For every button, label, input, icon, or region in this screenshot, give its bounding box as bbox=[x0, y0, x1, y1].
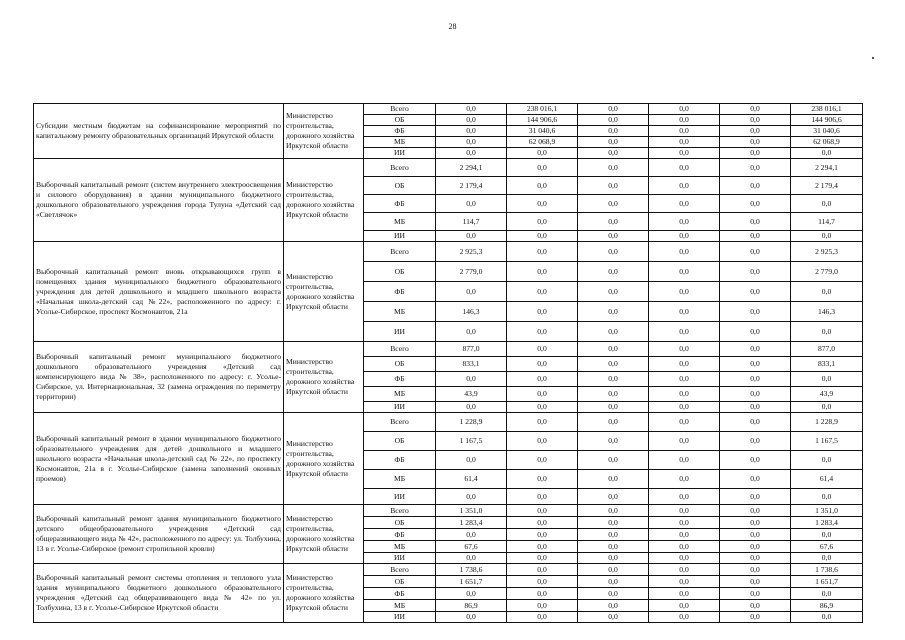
funding-source: ОБ bbox=[364, 357, 436, 372]
value-cell: 1 738,6 bbox=[436, 564, 507, 576]
table-row bbox=[34, 505, 863, 517]
value-cell: 0,0 bbox=[578, 231, 649, 242]
value-cell: 0,0 bbox=[649, 302, 720, 322]
total-value-cell: 1 351,0 bbox=[791, 505, 863, 517]
value-cell: 0,0 bbox=[720, 342, 791, 357]
value-cell: 0,0 bbox=[507, 148, 578, 159]
funding-source: МБ bbox=[364, 387, 436, 402]
funding-source: Всего bbox=[364, 564, 436, 576]
funding-source: МБ bbox=[364, 302, 436, 322]
value-cell: 0,0 bbox=[436, 148, 507, 159]
value-cell: 0,0 bbox=[649, 517, 720, 529]
value-cell: 0,0 bbox=[578, 104, 649, 115]
value-cell: 0,0 bbox=[578, 322, 649, 342]
value-cell: 1 351,0 bbox=[436, 505, 507, 517]
funding-source: ИИ bbox=[364, 322, 436, 342]
funding-source: Всего bbox=[364, 342, 436, 357]
value-cell: 0,0 bbox=[649, 588, 720, 600]
value-cell: 0,0 bbox=[507, 177, 578, 195]
responsible-ministry: Министерство строительства, дорожного хозяйства Иркутской области bbox=[284, 242, 364, 342]
total-value-cell: 1 651,7 bbox=[791, 576, 863, 588]
value-cell: 0,0 bbox=[649, 242, 720, 262]
value-cell: 146,3 bbox=[436, 302, 507, 322]
total-value-cell: 0,0 bbox=[791, 372, 863, 387]
funding-source: Всего bbox=[364, 159, 436, 177]
total-value-cell: 86,9 bbox=[791, 600, 863, 612]
value-cell: 2 925,3 bbox=[436, 242, 507, 262]
value-cell: 0,0 bbox=[507, 588, 578, 600]
funding-source: Всего bbox=[364, 242, 436, 262]
funding-source: ОБ bbox=[364, 576, 436, 588]
value-cell: 0,0 bbox=[720, 432, 791, 451]
value-cell: 0,0 bbox=[578, 489, 649, 505]
value-cell: 0,0 bbox=[649, 541, 720, 553]
value-cell: 0,0 bbox=[578, 387, 649, 402]
page-number: 28 bbox=[448, 22, 457, 31]
total-value-cell: 1 167,5 bbox=[791, 432, 863, 451]
value-cell: 0,0 bbox=[720, 372, 791, 387]
value-cell: 238 016,1 bbox=[507, 104, 578, 115]
measure-description: Выборочный капитальный ремонт (систем внутреннего электроосвещения и силового оборудования) в здании муниципального бюджетного дошкольного образовательного учреждения города Тулуна «Детский сад «Светлячок» bbox=[34, 159, 284, 242]
value-cell: 0,0 bbox=[720, 402, 791, 413]
value-cell: 0,0 bbox=[507, 612, 578, 623]
value-cell: 0,0 bbox=[507, 529, 578, 541]
value-cell: 0,0 bbox=[507, 322, 578, 342]
value-cell: 0,0 bbox=[578, 342, 649, 357]
funding-source: Всего bbox=[364, 104, 436, 115]
value-cell: 1 651,7 bbox=[436, 576, 507, 588]
funding-source: МБ bbox=[364, 137, 436, 148]
funding-source: ОБ bbox=[364, 262, 436, 282]
total-value-cell: 0,0 bbox=[791, 489, 863, 505]
value-cell: 0,0 bbox=[436, 588, 507, 600]
value-cell: 0,0 bbox=[720, 177, 791, 195]
total-value-cell: 114,7 bbox=[791, 213, 863, 231]
value-cell: 0,0 bbox=[720, 600, 791, 612]
value-cell: 0,0 bbox=[649, 402, 720, 413]
value-cell: 0,0 bbox=[436, 451, 507, 470]
value-cell: 86,9 bbox=[436, 600, 507, 612]
value-cell: 877,0 bbox=[436, 342, 507, 357]
value-cell: 0,0 bbox=[720, 564, 791, 576]
value-cell: 0,0 bbox=[507, 432, 578, 451]
funding-source: Всего bbox=[364, 505, 436, 517]
total-value-cell: 0,0 bbox=[791, 451, 863, 470]
value-cell: 0,0 bbox=[649, 322, 720, 342]
value-cell: 0,0 bbox=[436, 104, 507, 115]
responsible-ministry: Министерство строительства, дорожного хозяйства Иркутской области bbox=[284, 342, 364, 413]
value-cell: 0,0 bbox=[649, 576, 720, 588]
value-cell: 0,0 bbox=[649, 451, 720, 470]
funding-source: ФБ bbox=[364, 195, 436, 213]
value-cell: 0,0 bbox=[436, 115, 507, 126]
value-cell: 0,0 bbox=[507, 564, 578, 576]
value-cell: 0,0 bbox=[649, 529, 720, 541]
funding-source: ИИ bbox=[364, 231, 436, 242]
total-value-cell: 144 906,6 bbox=[791, 115, 863, 126]
measure-description: Выборочный капитальный ремонт в здании муниципального бюджетного образовательного учреждения для детей дошкольного и младшего школьного возраста «Начальная школа-детский сад № 22», по проспекту Космонавтов, 21а в г. Усолье-Сибирское (замена заполнений оконных проемов) bbox=[34, 413, 284, 505]
total-value-cell: 43,9 bbox=[791, 387, 863, 402]
total-value-cell: 61,4 bbox=[791, 470, 863, 489]
value-cell: 0,0 bbox=[507, 195, 578, 213]
value-cell: 0,0 bbox=[720, 322, 791, 342]
value-cell: 0,0 bbox=[436, 372, 507, 387]
value-cell: 0,0 bbox=[649, 489, 720, 505]
value-cell: 0,0 bbox=[507, 242, 578, 262]
funding-source: Всего bbox=[364, 413, 436, 432]
value-cell: 0,0 bbox=[507, 342, 578, 357]
value-cell: 0,0 bbox=[507, 505, 578, 517]
value-cell: 0,0 bbox=[720, 529, 791, 541]
value-cell: 0,0 bbox=[578, 357, 649, 372]
value-cell: 0,0 bbox=[720, 541, 791, 553]
value-cell: 2 779,0 bbox=[436, 262, 507, 282]
value-cell: 0,0 bbox=[720, 489, 791, 505]
value-cell: 0,0 bbox=[649, 177, 720, 195]
value-cell: 61,4 bbox=[436, 470, 507, 489]
budget-table-body bbox=[34, 104, 863, 623]
value-cell: 0,0 bbox=[649, 612, 720, 623]
value-cell: 0,0 bbox=[578, 470, 649, 489]
value-cell: 0,0 bbox=[578, 177, 649, 195]
value-cell: 0,0 bbox=[507, 387, 578, 402]
total-value-cell: 2 294,1 bbox=[791, 159, 863, 177]
value-cell: 0,0 bbox=[578, 517, 649, 529]
total-value-cell: 0,0 bbox=[791, 612, 863, 623]
funding-source: МБ bbox=[364, 600, 436, 612]
value-cell: 0,0 bbox=[578, 600, 649, 612]
value-cell: 0,0 bbox=[649, 159, 720, 177]
funding-source: ФБ bbox=[364, 282, 436, 302]
value-cell: 0,0 bbox=[649, 553, 720, 564]
funding-source: ФБ bbox=[364, 588, 436, 600]
total-value-cell: 2 925,3 bbox=[791, 242, 863, 262]
value-cell: 0,0 bbox=[436, 489, 507, 505]
value-cell: 0,0 bbox=[436, 612, 507, 623]
value-cell: 0,0 bbox=[649, 505, 720, 517]
value-cell: 0,0 bbox=[507, 159, 578, 177]
value-cell: 0,0 bbox=[649, 413, 720, 432]
value-cell: 0,0 bbox=[436, 553, 507, 564]
value-cell: 0,0 bbox=[720, 126, 791, 137]
value-cell: 0,0 bbox=[507, 489, 578, 505]
value-cell: 0,0 bbox=[649, 342, 720, 357]
value-cell: 0,0 bbox=[436, 322, 507, 342]
value-cell: 0,0 bbox=[720, 302, 791, 322]
value-cell: 2 179,4 bbox=[436, 177, 507, 195]
funding-source: ИИ bbox=[364, 402, 436, 413]
table-row bbox=[34, 564, 863, 576]
total-value-cell: 0,0 bbox=[791, 553, 863, 564]
value-cell: 0,0 bbox=[720, 231, 791, 242]
total-value-cell: 877,0 bbox=[791, 342, 863, 357]
value-cell: 0,0 bbox=[507, 357, 578, 372]
value-cell: 0,0 bbox=[578, 242, 649, 262]
value-cell: 0,0 bbox=[578, 553, 649, 564]
value-cell: 0,0 bbox=[649, 115, 720, 126]
value-cell: 0,0 bbox=[720, 148, 791, 159]
value-cell: 0,0 bbox=[507, 553, 578, 564]
total-value-cell: 146,3 bbox=[791, 302, 863, 322]
value-cell: 0,0 bbox=[578, 148, 649, 159]
value-cell: 0,0 bbox=[507, 402, 578, 413]
responsible-ministry: Министерство строительства, дорожного хозяйства Иркутской области bbox=[284, 159, 364, 242]
value-cell: 0,0 bbox=[578, 282, 649, 302]
value-cell: 0,0 bbox=[578, 588, 649, 600]
value-cell: 0,0 bbox=[507, 413, 578, 432]
value-cell: 0,0 bbox=[436, 529, 507, 541]
measure-description: Выборочный капитальный ремонт вновь открывающихся групп в помещениях здания муниципального бюджетного образовательного учреждения для детей дошкольного и младшего школьного возраста «Начальная школа-детский сад №22», расположенного по адресу: г. Усолье-Сибирское, проспект Космонавтов, 21а bbox=[34, 242, 284, 342]
total-value-cell: 67,6 bbox=[791, 541, 863, 553]
value-cell: 0,0 bbox=[649, 148, 720, 159]
value-cell: 0,0 bbox=[578, 529, 649, 541]
value-cell: 0,0 bbox=[720, 104, 791, 115]
value-cell: 0,0 bbox=[578, 505, 649, 517]
total-value-cell: 0,0 bbox=[791, 231, 863, 242]
value-cell: 0,0 bbox=[578, 564, 649, 576]
value-cell: 0,0 bbox=[720, 413, 791, 432]
value-cell: 0,0 bbox=[649, 600, 720, 612]
total-value-cell: 833,1 bbox=[791, 357, 863, 372]
value-cell: 0,0 bbox=[649, 387, 720, 402]
value-cell: 0,0 bbox=[649, 137, 720, 148]
value-cell: 0,0 bbox=[578, 576, 649, 588]
value-cell: 0,0 bbox=[720, 262, 791, 282]
value-cell: 0,0 bbox=[578, 302, 649, 322]
funding-source: ИИ bbox=[364, 489, 436, 505]
table-row bbox=[34, 342, 863, 357]
value-cell: 0,0 bbox=[649, 104, 720, 115]
value-cell: 144 906,6 bbox=[507, 115, 578, 126]
total-value-cell: 0,0 bbox=[791, 588, 863, 600]
total-value-cell: 0,0 bbox=[791, 322, 863, 342]
value-cell: 0,0 bbox=[720, 553, 791, 564]
scan-mark bbox=[872, 57, 874, 59]
value-cell: 31 040,6 bbox=[507, 126, 578, 137]
table-row bbox=[34, 242, 863, 262]
value-cell: 0,0 bbox=[649, 564, 720, 576]
total-value-cell: 1 228,9 bbox=[791, 413, 863, 432]
funding-source: МБ bbox=[364, 213, 436, 231]
value-cell: 0,0 bbox=[720, 282, 791, 302]
table-row bbox=[34, 413, 863, 432]
value-cell: 62 068,9 bbox=[507, 137, 578, 148]
value-cell: 0,0 bbox=[578, 195, 649, 213]
value-cell: 0,0 bbox=[507, 213, 578, 231]
value-cell: 2 294,1 bbox=[436, 159, 507, 177]
funding-source: МБ bbox=[364, 470, 436, 489]
total-value-cell: 2 779,0 bbox=[791, 262, 863, 282]
value-cell: 1 167,5 bbox=[436, 432, 507, 451]
value-cell: 0,0 bbox=[436, 137, 507, 148]
value-cell: 0,0 bbox=[436, 195, 507, 213]
value-cell: 67,6 bbox=[436, 541, 507, 553]
value-cell: 0,0 bbox=[720, 451, 791, 470]
funding-source: ОБ bbox=[364, 517, 436, 529]
total-value-cell: 0,0 bbox=[791, 195, 863, 213]
total-value-cell: 1 738,6 bbox=[791, 564, 863, 576]
value-cell: 1 228,9 bbox=[436, 413, 507, 432]
table-row bbox=[34, 104, 863, 115]
value-cell: 1 283,4 bbox=[436, 517, 507, 529]
responsible-ministry: Министерство строительства, дорожного хозяйства Иркутской области bbox=[284, 564, 364, 623]
value-cell: 0,0 bbox=[649, 262, 720, 282]
value-cell: 0,0 bbox=[720, 517, 791, 529]
measure-description: Выборочный капитальный ремонт муниципального бюджетного дошкольного образовательного учреждения «Детский сад компенсирующего вида № 38», расположенного по адресу: г. Усолье-Сибирское, ул. Интернациональная, 32 (замена ограждения по периметру территории) bbox=[34, 342, 284, 413]
value-cell: 0,0 bbox=[720, 505, 791, 517]
value-cell: 0,0 bbox=[720, 576, 791, 588]
value-cell: 0,0 bbox=[578, 432, 649, 451]
value-cell: 0,0 bbox=[578, 159, 649, 177]
total-value-cell: 31 040,6 bbox=[791, 126, 863, 137]
funding-source: ФБ bbox=[364, 529, 436, 541]
value-cell: 0,0 bbox=[578, 413, 649, 432]
total-value-cell: 2 179,4 bbox=[791, 177, 863, 195]
value-cell: 0,0 bbox=[649, 432, 720, 451]
value-cell: 0,0 bbox=[578, 213, 649, 231]
value-cell: 0,0 bbox=[720, 612, 791, 623]
funding-source: ФБ bbox=[364, 451, 436, 470]
value-cell: 0,0 bbox=[436, 402, 507, 413]
value-cell: 0,0 bbox=[578, 541, 649, 553]
value-cell: 0,0 bbox=[578, 612, 649, 623]
value-cell: 0,0 bbox=[720, 213, 791, 231]
measure-description: Выборочный капитальный ремонт здания муниципального бюджетного детского общеобразовательного учреждения «Детский сад общеразвивающего вида № 42», расположенного по адресу: ул. Толбухина, 13 в г. Усолье-Сибирское (ремонт стропильной кровли) bbox=[34, 505, 284, 564]
budget-table bbox=[33, 103, 863, 623]
total-value-cell: 0,0 bbox=[791, 282, 863, 302]
funding-source: ИИ bbox=[364, 553, 436, 564]
funding-source: ФБ bbox=[364, 126, 436, 137]
value-cell: 0,0 bbox=[507, 231, 578, 242]
value-cell: 0,0 bbox=[720, 159, 791, 177]
funding-source: ИИ bbox=[364, 148, 436, 159]
value-cell: 0,0 bbox=[507, 302, 578, 322]
funding-source: ОБ bbox=[364, 177, 436, 195]
total-value-cell: 1 283,4 bbox=[791, 517, 863, 529]
value-cell: 0,0 bbox=[436, 126, 507, 137]
value-cell: 833,1 bbox=[436, 357, 507, 372]
value-cell: 0,0 bbox=[507, 470, 578, 489]
value-cell: 0,0 bbox=[578, 372, 649, 387]
value-cell: 0,0 bbox=[507, 600, 578, 612]
total-value-cell: 238 016,1 bbox=[791, 104, 863, 115]
value-cell: 0,0 bbox=[578, 402, 649, 413]
value-cell: 0,0 bbox=[720, 115, 791, 126]
value-cell: 0,0 bbox=[507, 517, 578, 529]
value-cell: 0,0 bbox=[578, 115, 649, 126]
value-cell: 0,0 bbox=[507, 451, 578, 470]
value-cell: 0,0 bbox=[720, 588, 791, 600]
value-cell: 0,0 bbox=[507, 576, 578, 588]
responsible-ministry: Министерство строительства, дорожного хозяйства Иркутской области bbox=[284, 413, 364, 505]
funding-source: ИИ bbox=[364, 612, 436, 623]
value-cell: 0,0 bbox=[720, 387, 791, 402]
total-value-cell: 0,0 bbox=[791, 529, 863, 541]
total-value-cell: 0,0 bbox=[791, 402, 863, 413]
responsible-ministry: Министерство строительства, дорожного хозяйства Иркутской области bbox=[284, 505, 364, 564]
funding-source: ОБ bbox=[364, 432, 436, 451]
value-cell: 114,7 bbox=[436, 213, 507, 231]
value-cell: 0,0 bbox=[649, 213, 720, 231]
value-cell: 0,0 bbox=[649, 195, 720, 213]
value-cell: 0,0 bbox=[578, 262, 649, 282]
funding-source: МБ bbox=[364, 541, 436, 553]
value-cell: 0,0 bbox=[649, 357, 720, 372]
value-cell: 0,0 bbox=[578, 137, 649, 148]
total-value-cell: 0,0 bbox=[791, 148, 863, 159]
value-cell: 0,0 bbox=[720, 357, 791, 372]
value-cell: 0,0 bbox=[649, 282, 720, 302]
value-cell: 0,0 bbox=[649, 470, 720, 489]
value-cell: 0,0 bbox=[436, 231, 507, 242]
value-cell: 0,0 bbox=[649, 372, 720, 387]
value-cell: 0,0 bbox=[720, 470, 791, 489]
value-cell: 0,0 bbox=[649, 126, 720, 137]
responsible-ministry: Министерство строительства, дорожного хозяйства Иркутской области bbox=[284, 104, 364, 159]
value-cell: 0,0 bbox=[720, 195, 791, 213]
value-cell: 0,0 bbox=[507, 262, 578, 282]
value-cell: 0,0 bbox=[720, 242, 791, 262]
funding-source: ОБ bbox=[364, 115, 436, 126]
value-cell: 0,0 bbox=[578, 451, 649, 470]
value-cell: 0,0 bbox=[507, 372, 578, 387]
value-cell: 0,0 bbox=[578, 126, 649, 137]
value-cell: 0,0 bbox=[436, 282, 507, 302]
table-row bbox=[34, 159, 863, 177]
value-cell: 0,0 bbox=[507, 282, 578, 302]
measure-description: Выборочный капитальный ремонт системы отопления и теплового узла здания муниципального бюджетного дошкольного образовательного учреждения «Детский сад общеразвивающего вида № 42» по ул. Толбухина, 13 в г. Усолье-Сибирское Иркутской области bbox=[34, 564, 284, 623]
value-cell: 0,0 bbox=[720, 137, 791, 148]
measure-description: Субсидии местным бюджетам на софинансирование мероприятий по капитальному ремонту образовательных организаций Иркутской области bbox=[34, 104, 284, 159]
value-cell: 0,0 bbox=[649, 231, 720, 242]
total-value-cell: 62 068,9 bbox=[791, 137, 863, 148]
value-cell: 0,0 bbox=[507, 541, 578, 553]
value-cell: 43,9 bbox=[436, 387, 507, 402]
funding-source: ФБ bbox=[364, 372, 436, 387]
